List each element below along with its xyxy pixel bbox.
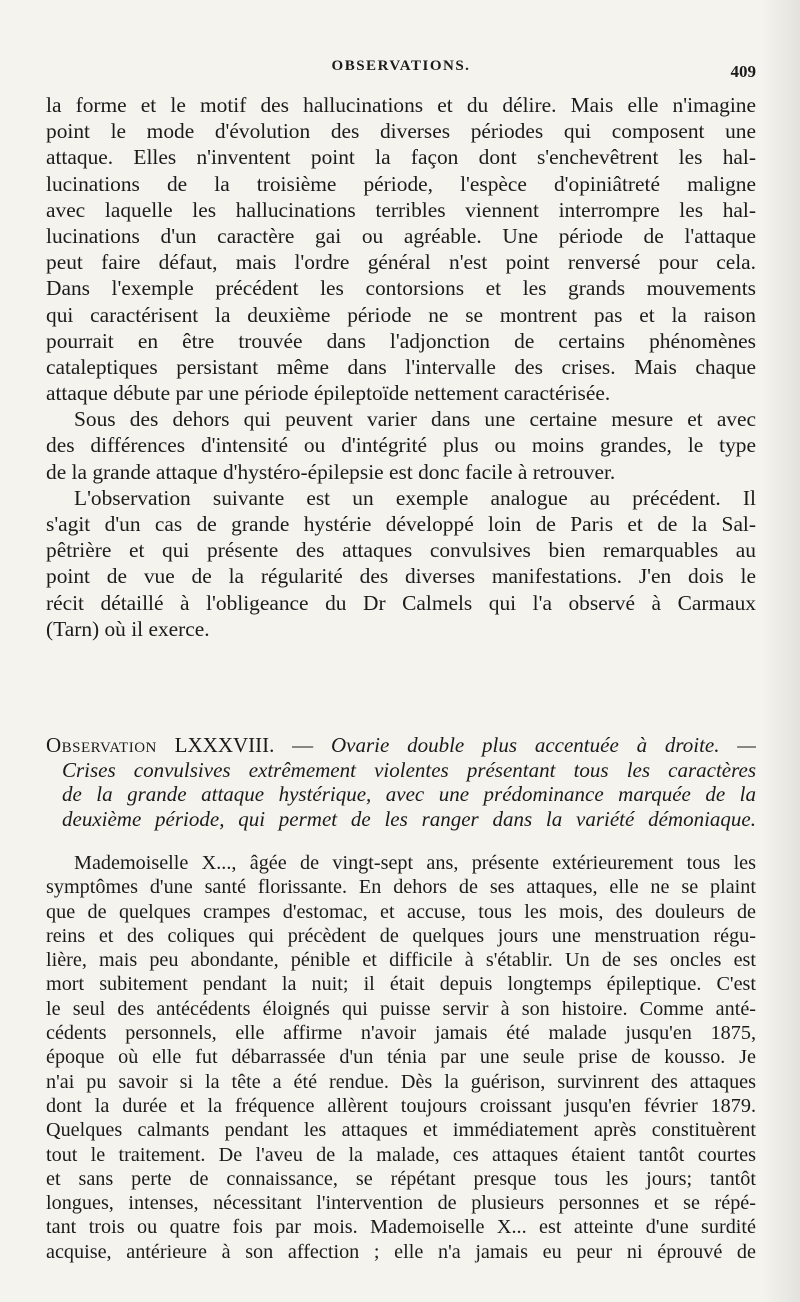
observation-title-part: Ovarie double plus accentuée à droite. —: [330, 733, 756, 757]
text-line: point de vue de la régularité des diverses manifestations. J'en dois le: [46, 564, 756, 589]
text-line: attaque. Elles n'inventent point la façon dont s'enchevêtrent les hal-: [46, 145, 756, 170]
body-line: tout le traitement. De l'aveu de la malade, ces attaques étaient tantôt courtes: [46, 1143, 756, 1166]
body-line: reins et des coliques qui précèdent de quelques jours une menstruation régu-: [46, 924, 756, 947]
intro-text: [46, 92, 756, 642]
observation-title-line: [46, 733, 756, 758]
body-line: Mademoiselle X..., âgée de vingt-sept ans, présente extérieurement tous les: [74, 852, 756, 874]
body-line: acquise, antérieure à son affection ; elle n'a jamais eu peur ni éprouvé de: [46, 1240, 756, 1263]
text-line: des différences d'intensité ou d'intégrité plus ou moins grandes, le type: [46, 433, 756, 458]
observation-number: LXXXVIII. —: [174, 733, 314, 757]
text-line: cataleptiques persistant même dans l'intervalle des crises. Mais chaque: [46, 354, 756, 379]
text-line: lucinations d'un caractère gai ou agréable. Une période de l'attaque: [46, 223, 756, 248]
body-line: symptômes d'une santé florissante. En dehors de ses attaques, elle ne se plaint: [46, 876, 756, 899]
text-line: pêtrière et qui présente des attaques convulsives bien remarquables au: [46, 538, 756, 563]
body-line: cédents personnels, elle affirme n'avoir jamais été malade jusqu'en 1875,: [46, 1022, 756, 1045]
text-line: Dans l'exemple précédent les contorsions et les grands mouvements: [46, 276, 756, 301]
text-line: lucinations de la troisième période, l'espèce d'opiniâtreté maligne: [46, 171, 756, 196]
body-line: le seul des antécédents éloignés qui puisse servir à son histoire. Comme anté-: [46, 997, 756, 1020]
running-title: OBSERVATIONS.: [331, 58, 471, 74]
text-line: de la grande attaque d'hystéro-épilepsie est donc facile à retrouver.: [46, 459, 616, 484]
text-line: (Tarn) où il exerce.: [46, 616, 210, 641]
body-line: dont la durée et la fréquence allèrent toujours croissant jusqu'en février 1879.: [46, 1094, 756, 1117]
body-line: Quelques calmants pendant les attaques et immédiatement après constituèrent: [46, 1119, 756, 1142]
body-line: époque où elle fut débarrassée d'un ténia par une seule prise de kousso. Je: [46, 1046, 756, 1069]
observation-title-line: de la grande attaque hystérique, avec une prédominance marquée de la: [62, 782, 756, 807]
body-line: longues, intenses, nécessitant l'intervention de plusieurs personnes et se répé-: [46, 1192, 756, 1215]
text-line: pourrait en être trouvée dans l'adjonction de certains phénomènes: [46, 328, 756, 353]
text-line: Sous des dehors qui peuvent varier dans une certaine mesure et avec: [74, 407, 756, 432]
text-line: point le mode d'évolution des diverses périodes qui composent une: [46, 119, 756, 144]
body-line: tant trois ou quatre fois par mois. Mademoiselle X... est atteinte d'une surdité: [46, 1216, 756, 1239]
observation-body: [46, 851, 756, 1264]
body-line: n'ai pu savoir si la tête a été rendue. Dès la guérison, survinrent des attaques: [46, 1070, 756, 1093]
body-line: que de quelques crampes d'estomac, et accuse, tous les mois, des douleurs de: [46, 900, 756, 923]
text-line: peut faire défaut, mais l'ordre général n'est point renversé pour cela.: [46, 250, 756, 275]
body-line: et sans perte de connaissance, se répétant presque tous les jours; tantôt: [46, 1167, 756, 1190]
page-number: 409: [730, 62, 756, 81]
text-line: s'agit d'un cas de grande hystérie développé loin de Paris et de la Sal-: [46, 512, 756, 536]
body-line: lière, mais peu abondante, pénible et difficile à s'établir. Un de ses oncles est: [46, 949, 756, 972]
observation-title-line: deuxième période, qui permet de les ranger dans la variété démoniaque.: [62, 806, 756, 831]
page-edge-shadow: [762, 0, 800, 1302]
text-line: récit détaillé à l'obligeance du Dr Calmels qui l'a observé à Carmaux: [46, 590, 756, 615]
text-line: L'observation suivante est un exemple analogue au précédent. Il: [74, 485, 756, 510]
text-line: qui caractérisent la deuxième période ne se montrent pas et la raison: [46, 302, 756, 327]
observation-heading: [46, 733, 756, 831]
text-line: attaque débute par une période épileptoïde nettement caractérisée.: [46, 381, 611, 406]
observation-title-line: Crises convulsives extrêmement violentes présentant tous les caractères: [62, 757, 756, 782]
observation-label: Observation: [46, 733, 157, 757]
body-line: mort subitement pendant la nuit; il était depuis longtemps épileptique. C'est: [46, 973, 756, 996]
text-line: la forme et le motif des hallucinations et du délire. Mais elle n'imagine: [46, 93, 756, 117]
page-header: [46, 58, 756, 88]
text-line: avec laquelle les hallucinations terribles viennent interrompre les hal-: [46, 197, 756, 222]
